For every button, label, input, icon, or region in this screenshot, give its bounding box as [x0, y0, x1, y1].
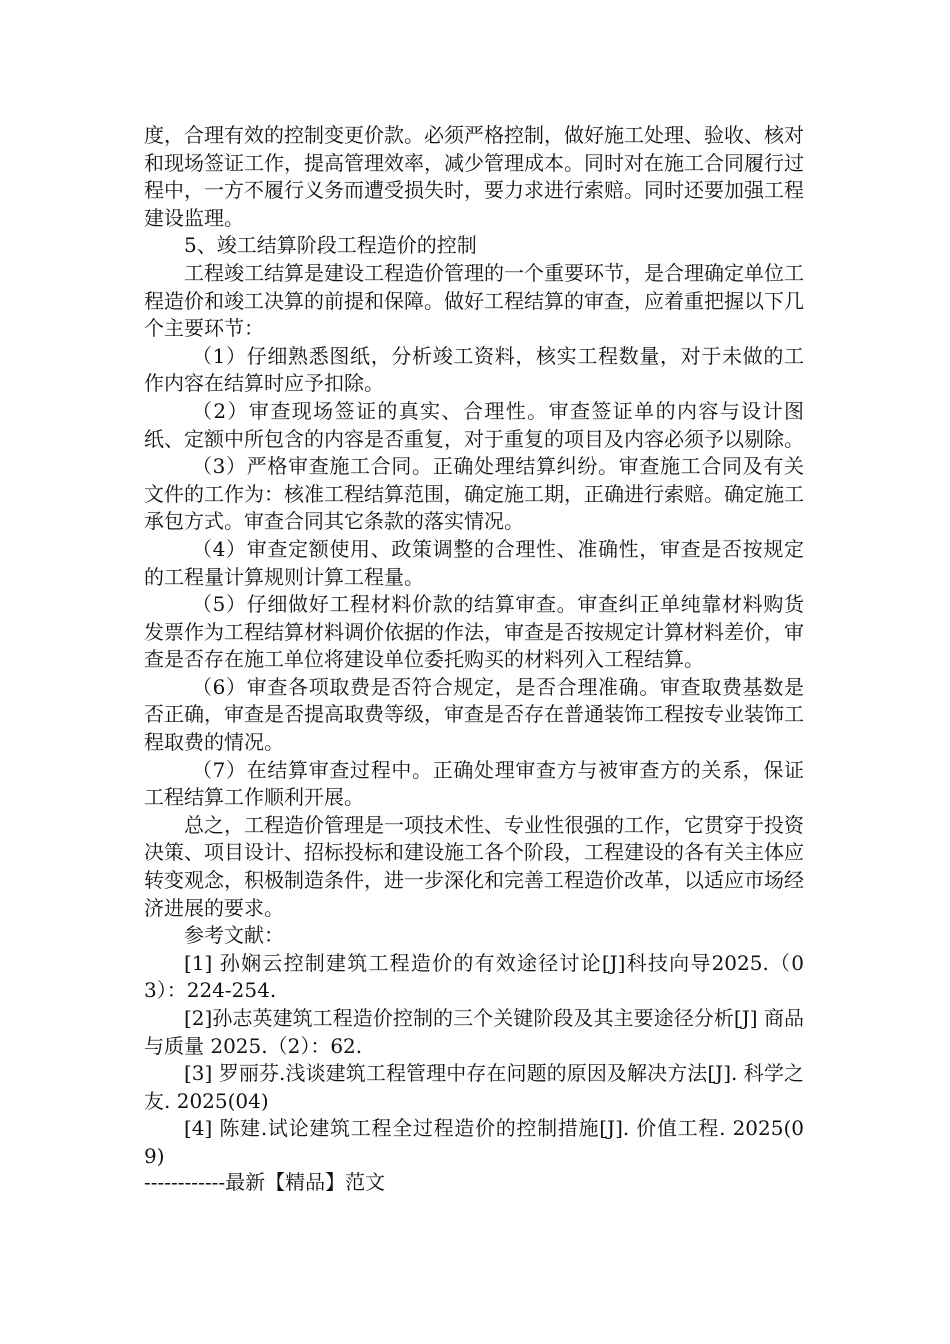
list-item-1: （1）仔细熟悉图纸，分析竣工资料，核实工程数量，对于未做的工作内容在结算时应予扣除。 — [144, 343, 804, 396]
references-heading: 参考文献： — [184, 923, 284, 948]
reference-1: [1] 孙娴云控制建筑工程造价的有效途径讨论[J]科技向导2025.（03）：224-254. — [144, 950, 804, 1003]
document-body — [144, 122, 804, 1171]
section-heading-final-settlement: 5、竣工结算阶段工程造价的控制 — [184, 233, 477, 258]
list-item-5: （5）仔细做好工程材料价款的结算审查。审查纠正单纯靠材料购货发票作为工程结算材料调价依据的作法，审查是否按规定计算材料差价，审查是否存在施工单位将建设单位委托购买的材料列入工程结算。 — [144, 592, 804, 672]
reference-4: [4] 陈建.试论建筑工程全过程造价的控制措施[J]. 价值工程. 2025(09) — [144, 1116, 804, 1168]
paragraph-conclusion: 总之，工程造价管理是一项技术性、专业性很强的工作，它贯穿于投资决策、项目设计、招标投标和建设施工各个阶段，工程建设的各有关主体应转变观念，积极制造条件，进一步深化和完善工程造价改革，以适应市场经济进展的要求。 — [144, 812, 804, 920]
list-item-6: （6）审查各项取费是否符合规定，是否合理准确。审查取费基数是否正确，审查是否提高取费等级，审查是否存在普通装饰工程按专业装饰工程取费的情况。 — [144, 674, 804, 755]
reference-3: [3] 罗丽芬.浅谈建筑工程管理中存在问题的原因及解决方法[J]. 科学之友. 2025(04) — [144, 1061, 804, 1113]
paragraph-change-control: 度，合理有效的控制变更价款。必须严格控制，做好施工处理、验收、核对和现场签证工作，提高管理效率，减少管理成本。同时对在施工合同履行过程中，一方不履行义务而遭受损失时，要力求进行索赔。同时还要加强工程建设监理。 — [144, 123, 804, 230]
paragraph-settlement-intro: 工程竣工结算是建设工程造价管理的一个重要环节，是合理确定单位工程造价和竣工决算的前提和保障。做好工程结算的审查，应着重把握以下几个主要环节： — [144, 260, 804, 341]
list-item-7: （7）在结算审查过程中。正确处理审查方与被审查方的关系，保证工程结算工作顺利开展。 — [144, 757, 804, 810]
page-footer: ------------最新【精品】范文 — [144, 1170, 386, 1194]
list-item-3: （3）严格审查施工合同。正确处理结算纠纷。审查施工合同及有关文件的工作为：核准工程结算范围，确定施工期，正确进行索赔。确定施工承包方式。审查合同其它条款的落实情况。 — [144, 454, 804, 534]
list-item-4: （4）审查定额使用、政策调整的合理性、准确性，审查是否按规定的工程量计算规则计算工程量。 — [144, 536, 804, 589]
reference-2: [2]孙志英建筑工程造价控制的三个关键阶段及其主要途径分析[J] 商品与质量 2025.（2）：62. — [144, 1006, 804, 1058]
list-item-2: （2）审查现场签证的真实、合理性。审查签证单的内容与设计图纸、定额中所包含的内容是否重复，对于重复的项目及内容必须予以剔除。 — [144, 398, 804, 451]
